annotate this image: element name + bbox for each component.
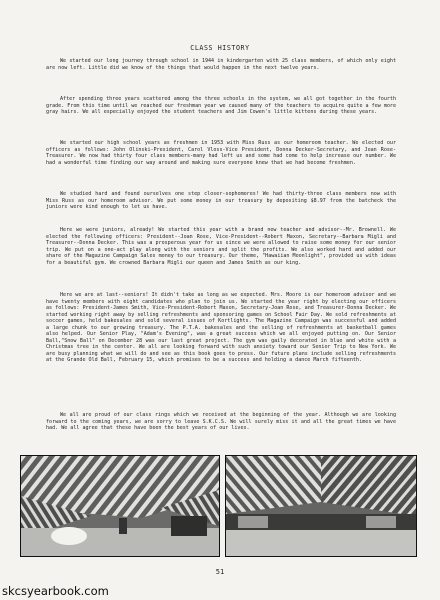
history-paragraph-juniors: Here we were juniors, already! We started this year with a brand new teacher and advisor--Mr. Brownell. We elected the following officers: President--Joan Rose, Vice-President--Robert Maxon, Secretary--Barbara Migli and Treasurer--Donna Decker. This was a prosperous year for us since we were allowed to raise some money for our senior trip. We put on a one-act play along with the seniors and split the profits. We also worked hard and added our share of the Magazine Campaign Sales money to our treasury. Our theme, "Hawaiian Moonlight", provided us with ideas for a beautiful gym. We crowned Barbara Migli our queen and James Smith as our king.: [46, 227, 396, 266]
page-title: CLASS HISTORY: [190, 44, 250, 52]
history-paragraph-seniors: Here we are at last--seniors! It didn't take as long as we expected. Mrs. Moore is our homeroom advisor and we have twenty members with eight candidates who plan to join us. We started the year right by electing our officers as follows: President-James Smith, Vice-President-Robert Maxon, Secretary-Joan Rose, and Treasurer-Donna Decker. We started working right away by selling refreshments and sponsoring games on School Fair Day. We sold refreshments at soccer games, held bakesales and sold several issues of Kortlights. The Magazine Campaign was successful and added a large chunk to our growing treasury. The P.T.A. bakesales and the selling of refreshments at basketball games also helped. Our Senior Play, "Adam's Evening", was a great success which we all enjoyed putting on. Our Senior Ball,"Snow Ball" on December 28 was our last great project. The gym was gaily decorated in blue and white with a Christmas tree in the center. We all are looking forward with such anxiety toward our Senior Trip to New York. We are busy planning what we will do and see as this book goes to press. Our future plans include selling refreshments at the Grande Old Ball, February 15, which promises to be a success and holding a dance March fifteenth.: [46, 292, 396, 363]
history-paragraph-closing: We all are proud of our class rings which we received at the beginning of the year. Although we are looking forward to the coming years, we are sorry to leave S.K.C.S. We will surely miss it and all the great times we have had. We all agree that these have been the best years of our lives.: [46, 412, 396, 431]
history-paragraph-kindergarten: We started our long journey through school in 1944 in kindergarten with 25 class members, of which only eight are now left. Little did we know of the things that would happen in the next twelve years.: [46, 58, 396, 71]
page-number: 51: [215, 568, 225, 576]
history-paragraph-fourth-grade: After spending three years scattered among the three schools in the system, we all got together in the fourth grade. From this time until we reached our freshman year we caused many of the teachers to acquire quite a few more gray hairs. We all especially enjoyed the student teachers and Jim Cowen's little kittens during these years.: [46, 96, 396, 115]
website-watermark: skcsyearbook.com: [2, 584, 109, 598]
senior-ball-photo-left: [20, 455, 220, 557]
history-paragraph-sophomores: We studied hard and found ourselves one step closer-sophomores! We had thirty-three class members now with Miss Russ as our homeroom advisor. We put some money in our treasury by depositing $8.97 from the batcheck the juniors were kind enough to let us have.: [46, 191, 396, 210]
history-paragraph-freshmen: We started our high school years as freshmen in 1953 with Miss Russ as our homeroom teacher. We elected our officers as follows: John Olinski-President, Carol Vloss-Vice President, Donna Decker-Secretary, and Joan Rose-Treasurer. We now had thirty four class members-many had left us and some had come to help increase our number. We had a wonderful time finding our way around and making sure everyone knew that we had become freshmen.: [46, 140, 396, 166]
senior-ball-photo-right: [225, 455, 417, 557]
